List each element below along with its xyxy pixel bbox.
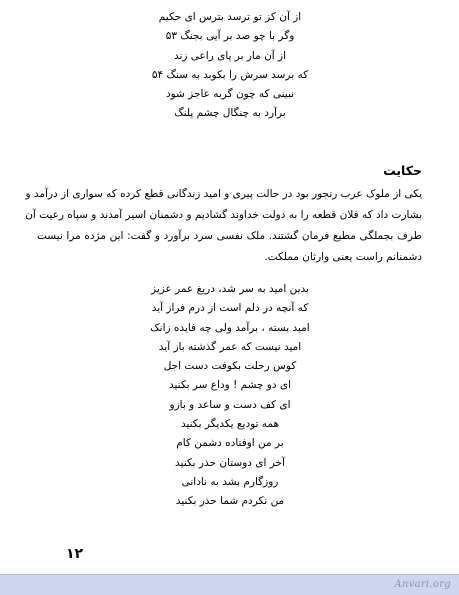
- verse-line: ای دو چشم ! وداع سر بکنید: [168, 379, 292, 392]
- paragraph-line: دشمنانم راست یعنی وارثان مملکت.: [264, 251, 422, 263]
- verse-line: که آنچه در دلم است از درم فراز آید: [151, 302, 309, 315]
- verse-line: وگر با چو صد بر آیی بجنگ ۵۳: [165, 30, 295, 43]
- verse-line: بدین امید به سر شد، دریغ عمر عزیز: [151, 283, 309, 295]
- verse-line: کوس رحلت بکوفت دست اجل: [163, 360, 297, 373]
- verse-line: امید نیست که عمر گذشته باز آید: [158, 340, 302, 353]
- verse-line: من نکردم شما حذر بکنید: [175, 495, 285, 508]
- verse-line: بر من اوفتاده دشمن کام: [176, 437, 284, 450]
- verse-line: از آن کز تو ترسد بترس ای حکیم: [158, 11, 302, 23]
- verse-line: ای کف دست و ساعد و بازو: [169, 398, 291, 411]
- poem-bottom: [100, 280, 360, 512]
- section-heading: حکایت: [383, 163, 422, 178]
- story-paragraph: [25, 184, 422, 268]
- verse-line: از آن مار بر پای راعی زند: [173, 49, 287, 62]
- verse-line: امید بسته ، برآمد ولی چه فایده زانک: [150, 321, 310, 334]
- paragraph-line: بشارت داد که فلان قطعه را به دولت خداوند گشادیم و دشمنان اسیر آمدند و سپاه رعیت آن: [25, 209, 422, 221]
- verse-line: آخر ای دوستان حذر بکنید: [175, 456, 285, 469]
- verse-line: برآرد به چنگال چشم پلنگ: [174, 107, 286, 120]
- paragraph-line: یکی از ملوک عرب رنجور بود در حالت پیری و امید زندگانی قطع کرده که سواری از درآمد و: [25, 188, 422, 200]
- watermark-text: Anvari.org: [394, 579, 451, 590]
- page-number: ۱۲: [66, 546, 84, 562]
- poem-top: [100, 8, 360, 124]
- verse-line: نبینی که چون گربه عاجز شود: [165, 88, 295, 101]
- paragraph-line: طرف بجملگی مطیع فرمان گشتند. ملک نفسی سرد برآورد و گفت: این مژده مرا نیست: [37, 230, 422, 242]
- verse-line: که برسد سرش را بکوبد به سنگ ۵۴: [151, 68, 309, 81]
- verse-line: روزگارم بشد به نادانی: [181, 475, 279, 488]
- footer-band: [0, 574, 459, 595]
- verse-line: همه تودیع یکدیگر بکنید: [180, 418, 280, 431]
